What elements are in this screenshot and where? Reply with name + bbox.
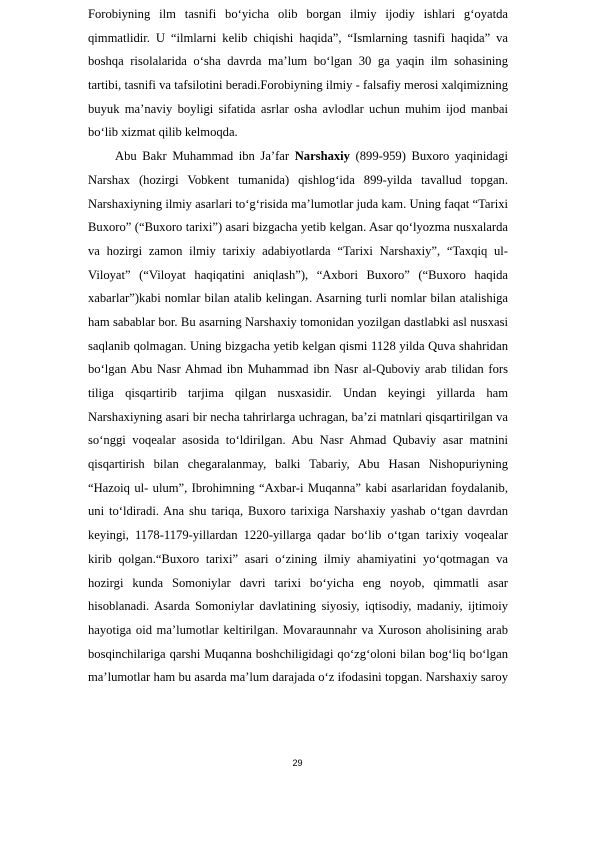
text-line: buyuk ma’naviy boyligi sifatida asrlar osha avlodlar uchun muhim ijod manbai [88,101,508,116]
text-line: bosqinchilariga qarshi Muqanna boshchiligidagi qo‘zg‘oloni bilan bog‘liq bo‘lgan [88,646,508,661]
text-line: Narshax (hozirgi Vobkent tumanida) qishlog‘ida 899-yilda tavallud topgan. [88,172,508,187]
text-line: bo‘lib xizmat qilib kelmoqda. [88,125,238,140]
text-line: hayotiga oid ma’lumotlar keltirilgan. Movaraunnahr va Xuroson aholisining arab [88,622,508,637]
text-line: saqlanib qolmagan. Uning bizgacha yetib kelgan qismi 1128 yilda Quva shahridan [88,338,508,353]
text-line: Viloyat” (“Viloyat haqiqatini aniqlash”), “Axbori Buxoro” (“Buxoro haqida [88,267,508,282]
text-line: boshqa risolalarida o‘sha davrda ma’lum bo‘lgan 30 ga yaqin ilm sohasining [88,54,508,69]
paragraph-narshaxiy [88,145,508,690]
text-fragment: Abu Bakr Muhammad ibn Ja’far [115,149,295,164]
text-line: kirib qolgan.“Buxoro tarixi” asari o‘zining ilmiy ahamiyatini yo‘qotmagan va [88,551,508,566]
text-line-first [88,145,508,169]
page-number: 29 [292,758,303,768]
text-line: so‘nggi voqealar asosida to‘ldirilgan. Abu Nasr Ahmad Qubaviy asar matnini [88,433,508,448]
text-line: qisqartirish bilan chegaralanmay, balki Tabariy, Abu Hasan Nishopuriyning [88,457,508,472]
text-line: hisoblanadi. Asarda Somoniylar davlatining siyosiy, iqtisodiy, madaniy, ijtimoiy [88,599,508,614]
paragraph-farabi [88,3,508,145]
text-line: tartibi, tasnifi va tafsilotini beradi.Forobiyning ilmiy - falsafiy merosi xalqimizning [88,78,508,93]
text-line: hozirgi kunda Somoniylar davri tarixi bo‘yicha eng noyob, qimmatli asar [88,575,508,590]
text-line: ham sabablar bor. Bu asarning Narshaxiy tomonidan yozilgan dastlabki asl nusxasi [88,314,508,329]
author-name-bold: Narshaxiy [294,149,350,164]
text-line: qimmatlidir. U “ilmlarni kelib chiqishi haqida”, “Ismlarning tasnifi haqida” va [88,30,508,45]
text-line: tiliga qisqartirib tarjima qilgan nusxasidir. Undan keyingi yillarda ham [88,386,508,400]
text-line: Narshaxiyning asari bir necha tahrirlarga uchragan, ba’zi matnlari qisqartirilgan va [88,409,508,424]
text-fragment: (899-959) Buxoro yaqinidagi [349,149,509,164]
body-text [88,3,508,690]
text-line: xabarlar”)kabi nomlar bilan atalib kelingan. Asarning turli nomlar bilan atalishiga [88,291,508,306]
text-line: “Hazoiq ul- ulum”, Ibrohimning “Axbar-i Muqanna” kabi asarlaridan foydalanib, [88,480,508,495]
text-line: va hozirgi zamon ilmiy tarixiy adabiyotlarda “Tarixi Narshaxiy”, “Taxqiq ul- [88,243,508,258]
text-line: keyingi, 1178-1179-yillardan 1220-yillarga qadar bo‘lib o‘tgan tarixiy voqealar [88,528,508,543]
text-line: Buxoro” (“Buxoro tarixi”) asari bizgacha yetib kelgan. Asar qo‘lyozma nusxalarda [88,220,508,235]
text-line: uni to‘ldiradi. Ana shu tariqa, Buxoro tarixiga Narshaxiy yashab o‘tgan davrdan [88,504,508,519]
text-line: bo‘lgan Abu Nasr Ahmad ibn Muhammad ibn Nasr al-Quboviy arab tilidan fors [88,362,508,377]
text-line: Forobiyning ilm tasnifi bo‘yicha olib borgan ilmiy ijodiy ishlari g‘oyatda [88,7,508,21]
text-line: Narshaxiyning ilmiy asarlari to‘g‘risida ma’lumotlar juda kam. Uning faqat “Tarixi [88,196,508,211]
text-line: ma’lumotlar ham bu asarda ma’lum darajada o‘z ifodasini topgan. Narshaxiy saroy [88,670,508,685]
